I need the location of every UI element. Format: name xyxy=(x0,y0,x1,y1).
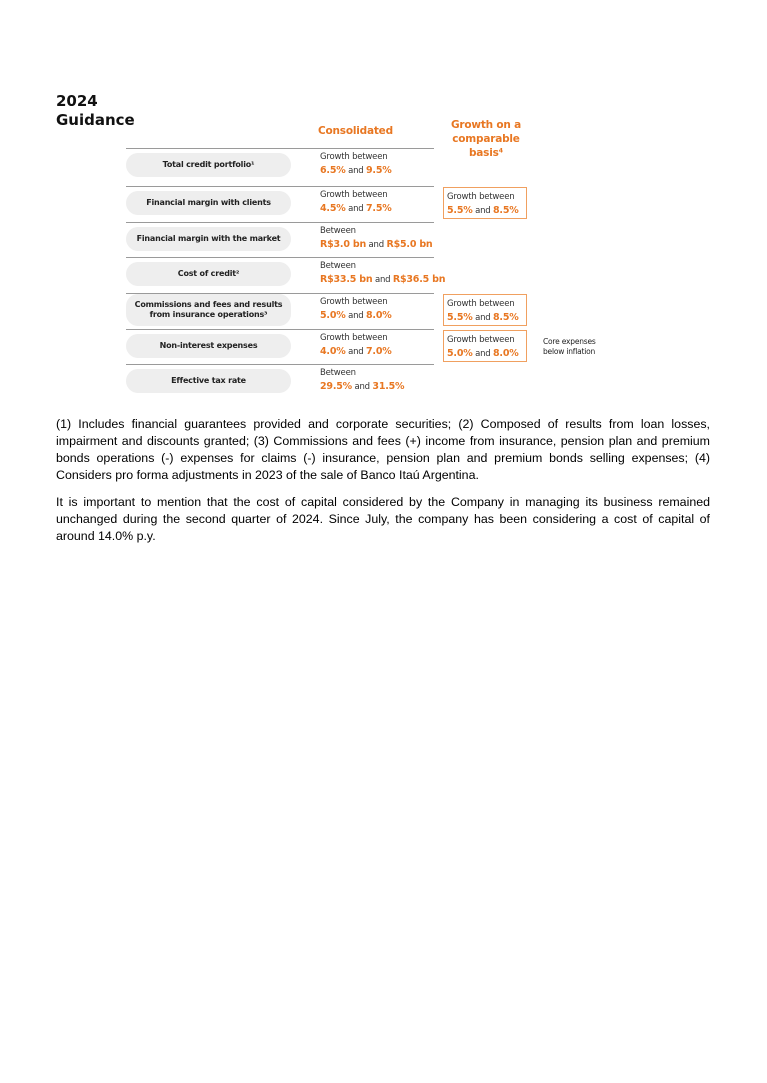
comparable-and: and xyxy=(475,313,491,323)
value-and: and xyxy=(348,311,364,321)
value-low: 5.0% xyxy=(320,310,346,321)
value-low: 4.0% xyxy=(320,346,346,357)
value-prefix: Growth between xyxy=(320,190,388,200)
row-label: Total credit portfolio¹ xyxy=(126,153,291,177)
row-divider xyxy=(126,329,434,330)
guidance-row xyxy=(126,257,446,291)
row-label-line1: Commissions and fees and results xyxy=(134,300,283,309)
value-high: 8.0% xyxy=(366,310,392,321)
header-comparable-line2: comparable basis⁴ xyxy=(452,133,520,159)
value-prefix: Between xyxy=(320,368,356,378)
row-label: Financial margin with the market xyxy=(126,227,291,251)
consolidated-value xyxy=(320,189,460,216)
value-prefix: Growth between xyxy=(320,152,388,162)
value-and: and xyxy=(348,166,364,176)
note-line2: below inflation xyxy=(543,347,596,356)
guidance-year: 2024 xyxy=(56,92,98,110)
value-prefix: Growth between xyxy=(320,297,388,307)
value-high: R$5.0 bn xyxy=(386,239,433,250)
comparable-value-box xyxy=(443,187,527,219)
row-label: Effective tax rate xyxy=(126,369,291,393)
value-high: R$36.5 bn xyxy=(392,274,446,285)
value-low: 4.5% xyxy=(320,203,346,214)
value-prefix: Between xyxy=(320,261,356,271)
value-high: 9.5% xyxy=(366,165,392,176)
row-label: Non-interest expenses xyxy=(126,334,291,358)
comparable-prefix: Growth between xyxy=(447,299,515,309)
value-prefix: Between xyxy=(320,226,356,236)
value-and: and xyxy=(368,240,384,250)
value-high: 31.5% xyxy=(372,381,405,392)
cost-of-capital-paragraph: It is important to mention that the cost of capital considered by the Company in managing its business remained unchanged during the second quarter of 2024. Since July, the company has been considering a cost of capital of around 14.0% p.y. xyxy=(56,495,710,543)
note-line1: Core expenses xyxy=(543,337,596,346)
guidance-row xyxy=(126,148,434,182)
comparable-value-box xyxy=(443,330,527,362)
guidance-row xyxy=(126,186,434,220)
guidance-row xyxy=(126,222,434,256)
guidance-row xyxy=(126,293,434,327)
value-and: and xyxy=(348,347,364,357)
consolidated-value xyxy=(320,367,460,394)
value-high: 7.0% xyxy=(366,346,392,357)
consolidated-value xyxy=(320,296,460,323)
core-expenses-note xyxy=(543,337,596,357)
consolidated-value xyxy=(320,151,460,178)
comparable-high: 8.5% xyxy=(493,312,519,323)
section-title xyxy=(56,92,135,130)
row-label: Financial margin with clients xyxy=(126,191,291,215)
row-divider xyxy=(126,257,434,258)
value-prefix: Growth between xyxy=(320,333,388,343)
consolidated-value xyxy=(320,332,460,359)
guidance-row xyxy=(126,364,434,398)
footnotes-paragraph: (1) Includes financial guarantees provided and corporate securities; (2) Composed of results from loan losses, impairment and discounts granted; (3) Commissions and fees (+) income from insurance, pension plan and premium bonds operations (-) expenses for claims (-) insurance, pension plan and premium bonds selling expenses; (4) Considers pro forma adjustments in 2023 of the sale of Banco Itaú Argentina. xyxy=(56,417,710,482)
header-consolidated: Consolidated xyxy=(318,125,393,137)
comparable-prefix: Growth between xyxy=(447,335,515,345)
consolidated-value xyxy=(320,225,460,252)
row-label xyxy=(126,294,291,326)
comparable-prefix: Growth between xyxy=(447,192,515,202)
header-comparable-line1: Growth on a xyxy=(450,119,522,131)
value-low: R$3.0 bn xyxy=(320,239,367,250)
row-divider xyxy=(126,148,434,149)
row-label: Cost of credit² xyxy=(126,262,291,286)
comparable-low: 5.5% xyxy=(447,205,473,216)
row-divider xyxy=(126,186,434,187)
comparable-low: 5.0% xyxy=(447,348,473,359)
value-low: R$33.5 bn xyxy=(320,274,373,285)
comparable-value-box xyxy=(443,294,527,326)
guidance-title: Guidance xyxy=(56,111,135,129)
row-label-line2: from insurance operations³ xyxy=(149,310,268,319)
comparable-low: 5.5% xyxy=(447,312,473,323)
comparable-and: and xyxy=(475,349,491,359)
comparable-high: 8.5% xyxy=(493,205,519,216)
comparable-and: and xyxy=(475,206,491,216)
value-and: and xyxy=(374,275,391,285)
comparable-high: 8.0% xyxy=(493,348,519,359)
consolidated-value xyxy=(320,260,460,287)
value-low: 29.5% xyxy=(320,381,352,392)
row-divider xyxy=(126,222,434,223)
value-high: 7.5% xyxy=(366,203,392,214)
value-low: 6.5% xyxy=(320,165,346,176)
guidance-row xyxy=(126,329,434,363)
row-divider xyxy=(126,364,434,365)
value-and: and xyxy=(348,204,364,214)
value-and: and xyxy=(354,382,370,392)
